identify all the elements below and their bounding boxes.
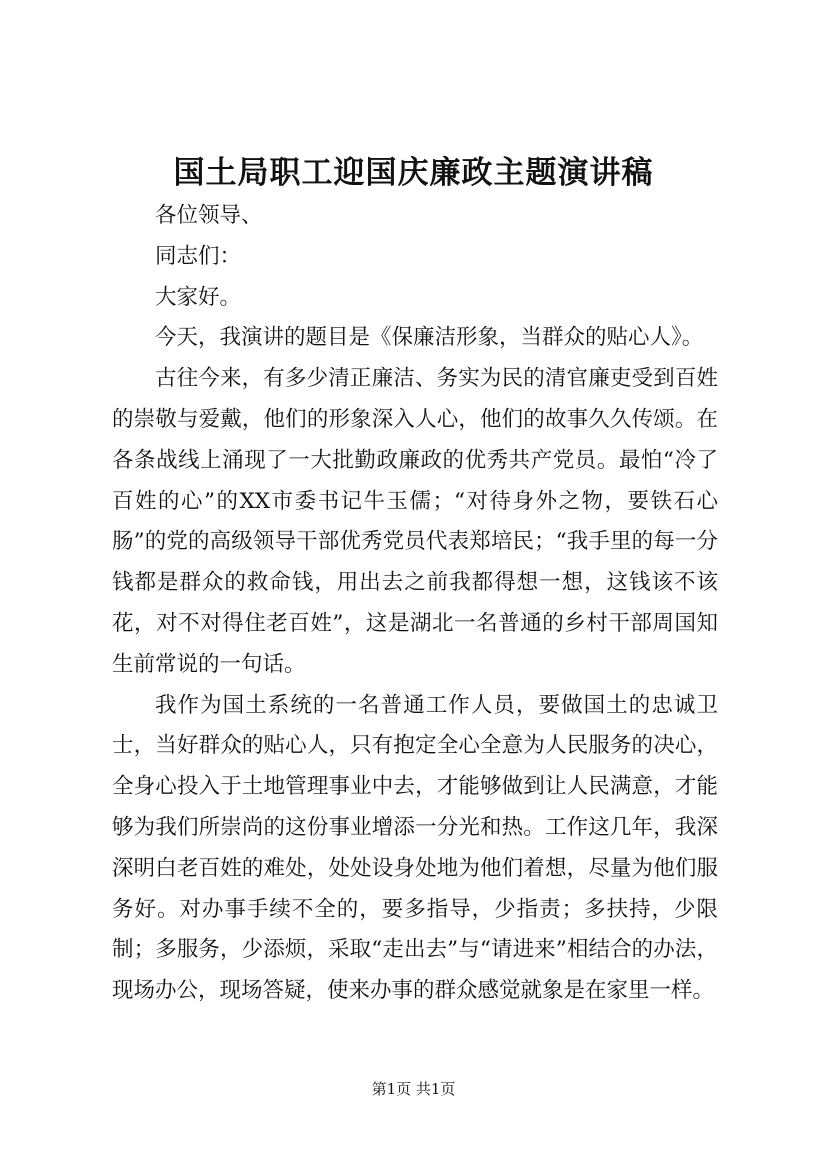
document-title: 国土局职工迎国庆廉政主题演讲稿 xyxy=(173,155,654,191)
speech-topic-paragraph: 今天，我演讲的题目是《保廉洁形象，当群众的贴心人》。 xyxy=(155,325,704,351)
salutation-leaders: 各位领导、 xyxy=(155,203,263,228)
document-body xyxy=(112,196,718,1012)
body-paragraph: 我作为国土系统的一名普通工作人员，要做国土的忠诚卫士，当好群众的贴心人，只有抱定全心全意为人民服务的决心，全身心投入于土地管理事业中去，才能够做到让人民满意，才能够为我们所崇尚的这份事业增添一分光和热。工作这几年，我深深明白老百姓的难处，处处设身处地为他们着想，尽量为他们服务好。对办事手续不全的，要多指导，少指责；多扶持，少限制；多服务，少添烦，采取“走出去”与“请进来”相结合的办法，现场办公，现场答疑，使来办事的群众感觉就象是在家里一样。 xyxy=(112,692,718,1004)
body-paragraph: 古往今来，有多少清正廉洁、务实为民的清官廉吏受到百姓的崇敬与爱戴，他们的形象深入人心，他们的故事久久传颂。在各条战线上涌现了一大批勤政廉政的优秀共产党员。最怕“冷了百姓的心”的XX市委书记牛玉儒；“对待身外之物，要铁石心肠”的党的高级领导干部优秀党员代表郑培民；“我手里的每一分钱都是群众的救命钱，用出去之前我都得想一想，这钱该不该花，对不对得住老百姓”，这是湖北一名普通的乡村干部周国知生前常说的一句话。 xyxy=(112,366,718,677)
salutation-comrades: 同志们： xyxy=(155,243,242,269)
greeting: 大家好。 xyxy=(155,284,242,310)
page-number-footer: 第1页 共1页 xyxy=(371,1080,456,1098)
